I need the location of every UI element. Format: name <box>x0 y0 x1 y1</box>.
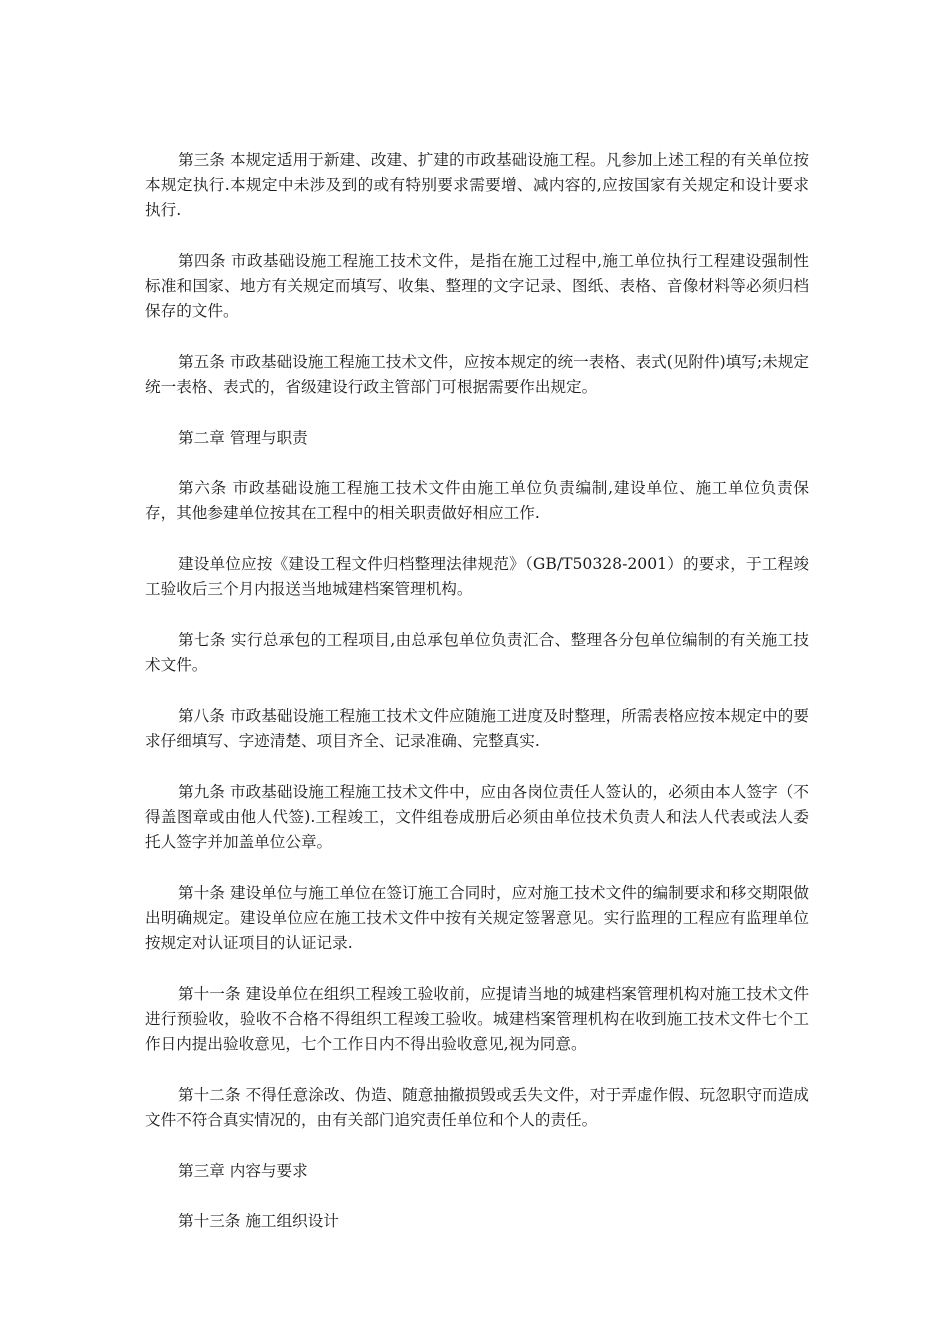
article-7: 第七条 实行总承包的工程项目,由总承包单位负责汇合、整理各分包单位编制的有关施工技术文件。 <box>145 631 809 674</box>
article-13-heading: 第十三条 施工组织设计 <box>178 1212 339 1230</box>
article-6-supplement: 建设单位应按《建设工程文件归档整理法律规范》（GB/T50328-2001）的要求，于工程竣工验收后三个月内报送当地城建档案管理机构。 <box>145 555 809 598</box>
article-3: 第三条 本规定适用于新建、改建、扩建的市政基础设施工程。凡参加上述工程的有关单位按本规定执行.本规定中未涉及到的或有特别要求需要增、减内容的,应按国家有关规定和设计要求执行. <box>145 151 809 219</box>
article-5: 第五条 市政基础设施工程施工技术文件，应按本规定的统一表格、表式(见附件)填写;未规定统一表格、表式的，省级建设行政主管部门可根据需要作出规定。 <box>145 353 809 396</box>
article-11: 第十一条 建设单位在组织工程竣工验收前，应提请当地的城建档案管理机构对施工技术文件进行预验收，验收不合格不得组织工程竣工验收。城建档案管理机构在收到施工技术文件七个工作日内提出验收意见，七个工作日内不得出验收意见,视为同意。 <box>145 985 809 1053</box>
article-12: 第十二条 不得任意涂改、伪造、随意抽撤损毁或丢失文件，对于弄虚作假、玩忽职守而造成文件不符合真实情况的，由有关部门追究责任单位和个人的责任。 <box>145 1086 809 1129</box>
article-9: 第九条 市政基础设施工程施工技术文件中，应由各岗位责任人签认的，必须由本人签字（不得盖图章或由他人代签).工程竣工，文件组卷成册后必须由单位技术负责人和法人代表或法人委托人签字并加盖单位公章。 <box>145 783 809 851</box>
chapter-2-heading: 第二章 管理与职责 <box>178 429 308 447</box>
article-6: 第六条 市政基础设施工程施工技术文件由施工单位负责编制,建设单位、施工单位负责保存，其他参建单位按其在工程中的相关职责做好相应工作. <box>145 479 809 522</box>
article-10: 第十条 建设单位与施工单位在签订施工合同时，应对施工技术文件的编制要求和移交期限做出明确规定。建设单位应在施工技术文件中按有关规定签署意见。实行监理的工程应有监理单位按规定对认证项目的认证记录. <box>145 884 809 952</box>
document-body <box>145 148 809 1259</box>
chapter-3-heading: 第三章 内容与要求 <box>178 1162 308 1180</box>
article-4: 第四条 市政基础设施工程施工技术文件，是指在施工过程中,施工单位执行工程建设强制性标准和国家、地方有关规定而填写、收集、整理的文字记录、图纸、表格、音像材料等必须归档保存的文件。 <box>145 252 809 320</box>
article-8: 第八条 市政基础设施工程施工技术文件应随施工进度及时整理，所需表格应按本规定中的要求仔细填写、字迹清楚、项目齐全、记录准确、完整真实. <box>145 707 809 750</box>
